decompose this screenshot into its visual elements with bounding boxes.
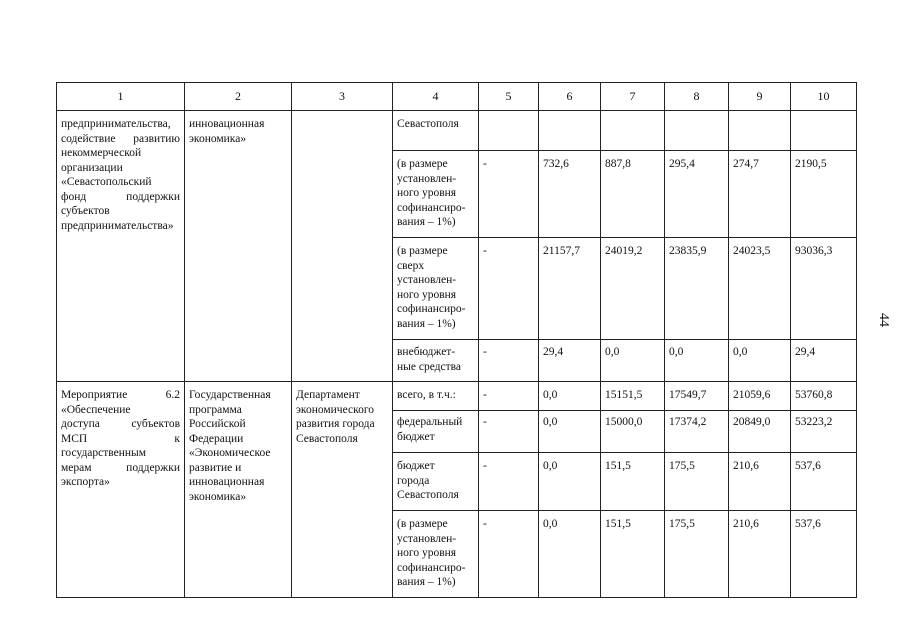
value-cell: 29,4 [539,340,601,382]
text-line: ные средства [397,360,462,373]
text-line: Севастополя [397,489,459,501]
text-line: Севастополя [296,432,358,445]
funding-source-cell [393,238,479,340]
value-cell: 0,0 [601,340,665,382]
funding-source-cell [393,411,479,453]
value-cell: 29,4 [791,340,857,382]
text-line: всего, в т.ч.: [397,389,456,401]
budget-table [56,82,857,598]
measure-description-cell [57,111,185,382]
text-line: организации [61,161,123,174]
text-line: вания – 1%) [397,317,456,330]
header-row [57,83,857,111]
text-line: установлен- [397,172,457,185]
header-cell: 1 [57,83,185,111]
text-line: «Обеспечение [61,403,131,416]
executor-cell [292,382,393,598]
text-line: экономического [296,403,375,416]
value-cell: 24023,5 [729,238,791,340]
value-cell: 21157,7 [539,238,601,340]
header-cell: 2 [185,83,292,111]
text-line: (в размере [397,158,448,170]
text-line: доступа субъектов [61,418,180,430]
text-line: сверх [397,259,425,272]
text-line: некоммерческой [61,147,142,159]
value-cell: 24019,2 [601,238,665,340]
header-cell: 3 [292,83,393,111]
text-line: МСП к [61,432,180,445]
table-row [57,111,857,151]
value-cell [791,111,857,151]
value-cell: 210,6 [729,453,791,511]
value-cell: - [479,151,539,238]
text-line: софинансиро- [397,201,466,214]
text-line: города [397,474,430,487]
value-cell: 887,8 [601,151,665,238]
program-cell [185,382,292,598]
text-line: инновационная [189,476,265,488]
value-cell: 23835,9 [665,238,729,340]
value-cell [539,111,601,151]
text-line: предпринимательства, [61,118,171,130]
text-line: Федерации [189,432,244,445]
value-cell [729,111,791,151]
text-line: субъектов [61,205,110,217]
text-line: экономика» [189,490,247,503]
text-line: софинансиро- [397,303,466,315]
value-cell [601,111,665,151]
header-cell: 6 [539,83,601,111]
text-line: внебюджет- [397,346,456,358]
executor-cell [292,111,393,382]
text-line: бюджет [397,460,435,472]
text-line: софинансиро- [397,561,466,574]
value-cell [665,111,729,151]
value-cell: 295,4 [665,151,729,238]
header-cell: 7 [601,83,665,111]
text-line: содействие развитию [61,132,180,145]
header-cell: 10 [791,83,857,111]
value-cell: 0,0 [539,453,601,511]
value-cell: 537,6 [791,453,857,511]
funding-source-cell [393,511,479,598]
value-cell: 0,0 [539,382,601,411]
header-cell: 4 [393,83,479,111]
value-cell: 15151,5 [601,382,665,411]
value-cell: 151,5 [601,453,665,511]
funding-source-cell [393,111,479,151]
header-cell: 8 [665,83,729,111]
text-line: (в размере [397,518,448,530]
text-line: развития города [296,418,375,430]
funding-source-cell [393,382,479,411]
text-line: вания – 1%) [397,576,456,588]
value-cell: 17549,7 [665,382,729,411]
text-line: Мероприятие 6.2 [61,389,180,401]
value-cell: 175,5 [665,511,729,598]
value-cell: 537,6 [791,511,857,598]
value-cell: 0,0 [665,340,729,382]
text-line: бюджет [397,430,435,443]
text-line: инновационная [189,118,265,130]
text-line: развитие и [189,461,242,474]
text-line: фонд поддержки [61,190,180,203]
value-cell: 0,0 [539,511,601,598]
text-line: экономика» [189,132,247,145]
text-line: ного уровня [397,187,457,199]
value-cell: 0,0 [539,411,601,453]
text-line: мерам поддержки [61,461,180,474]
text-line: Российской [189,418,246,430]
measure-description-cell [57,382,185,598]
text-line: экспорта» [61,476,110,488]
text-line: установлен- [397,274,457,286]
funding-source-cell [393,453,479,511]
header-cell: 5 [479,83,539,111]
text-line: (в размере [397,245,448,257]
page-number: 44 [876,313,891,327]
text-line: программа [189,403,242,416]
funding-source-cell [393,151,479,238]
value-cell: 21059,6 [729,382,791,411]
value-cell: - [479,411,539,453]
text-line: «Экономическое [189,447,271,459]
value-cell: 53760,8 [791,382,857,411]
header-cell: 9 [729,83,791,111]
value-cell: - [479,382,539,411]
value-cell: 0,0 [729,340,791,382]
value-cell: - [479,238,539,340]
value-cell: 732,6 [539,151,601,238]
text-line: предпринимательства» [61,219,174,232]
text-line: «Севастопольский [61,176,152,188]
value-cell: 93036,3 [791,238,857,340]
text-line: вания – 1%) [397,216,456,228]
program-cell [185,111,292,382]
text-line: ного уровня [397,288,457,301]
value-cell: 175,5 [665,453,729,511]
text-line: Государственная [189,389,271,401]
value-cell: 2190,5 [791,151,857,238]
value-cell: 17374,2 [665,411,729,453]
text-line: ного уровня [397,547,457,559]
text-line: установлен- [397,532,457,545]
value-cell: 15000,0 [601,411,665,453]
value-cell [479,111,539,151]
value-cell: 53223,2 [791,411,857,453]
value-cell: 20849,0 [729,411,791,453]
text-line: Департамент [296,389,360,401]
value-cell: 210,6 [729,511,791,598]
text-line: Севастополя [397,118,459,130]
value-cell: 151,5 [601,511,665,598]
table-row [57,382,857,411]
value-cell: - [479,511,539,598]
text-line: государственным [61,447,147,459]
value-cell: - [479,340,539,382]
value-cell: 274,7 [729,151,791,238]
funding-source-cell [393,340,479,382]
text-line: федеральный [397,416,463,428]
value-cell: - [479,453,539,511]
